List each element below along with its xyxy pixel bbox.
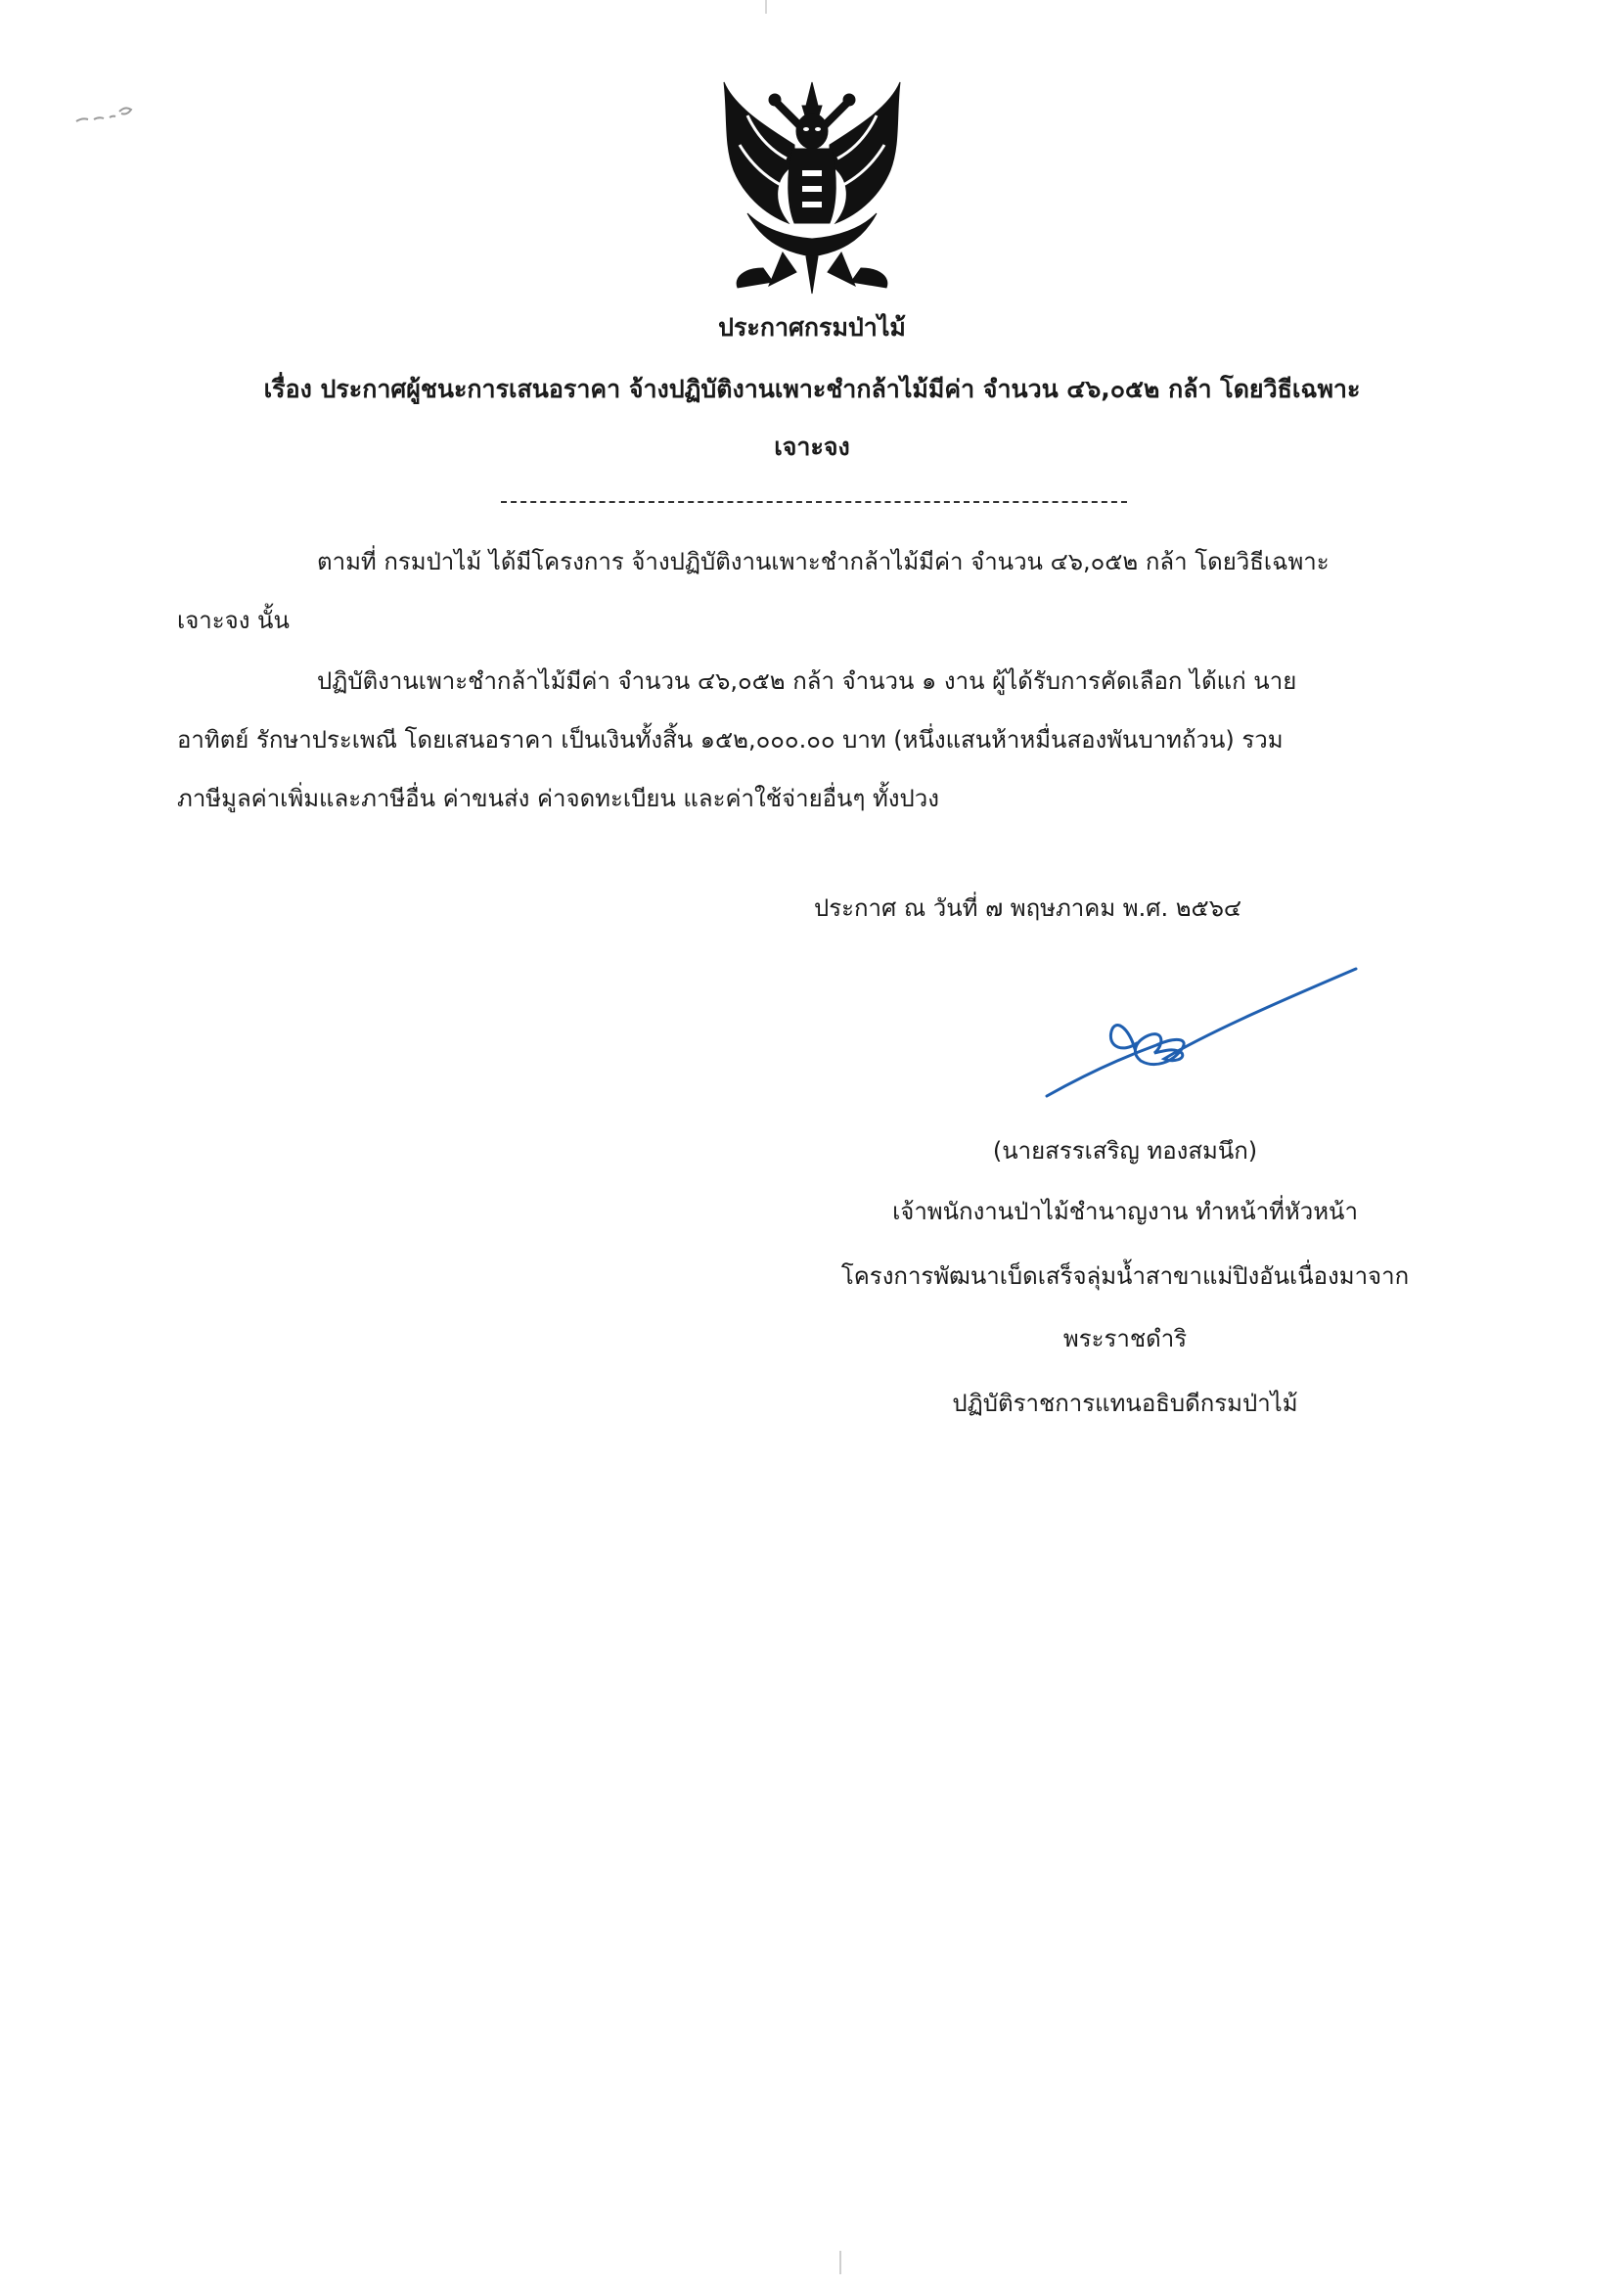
- announcement-subject-line-1: เรื่อง ประกาศผู้ชนะการเสนอราคา จ้างปฏิบัติงานเพาะชำกล้าไม้มีค่า จำนวน ๔๖,๐๕๒ กล้า โดยวิธีเฉพาะ: [263, 375, 1361, 403]
- handwritten-signature: [1017, 959, 1370, 1106]
- body-paragraph-1-line-2: เจาะจง นั้น: [177, 607, 290, 634]
- announcement-subject-line-2: เจาะจง: [774, 433, 850, 461]
- announcement-date: ประกาศ ณ วันที่ ๗ พฤษภาคม พ.ศ. ๒๕๖๔: [814, 894, 1242, 922]
- body-paragraph-2-line-1: ปฏิบัติงานเพาะชำกล้าไม้มีค่า จำนวน ๔๖,๐๕๒ กล้า จำนวน ๑ งาน ผู้ได้รับการคัดเลือก ได้แก่ นาย: [317, 667, 1297, 695]
- scan-mark: [765, 0, 767, 14]
- title-divider: [501, 501, 1127, 503]
- stray-pencil-mark: [70, 96, 178, 135]
- body-paragraph-2-line-3: ภาษีมูลค่าเพิ่มและภาษีอื่น ค่าขนส่ง ค่าจดทะเบียน และค่าใช้จ่ายอื่นๆ ทั้งปวง: [177, 785, 939, 812]
- body-paragraph-2-line-2: อาทิตย์ รักษาประเพณี โดยเสนอราคา เป็นเงินทั้งสิ้น ๑๕๒,๐๐๐.๐๐ บาท (หนึ่งแสนห้าหมื่นสองพันบาทถ้วน) รวม: [177, 726, 1284, 754]
- signatory-position-line-4: ปฏิบัติราชการแทนอธิบดีกรมป่าไม้: [952, 1390, 1298, 1417]
- garuda-emblem-icon: [704, 76, 920, 297]
- signatory-position-line-1: เจ้าพนักงานป่าไม้ชำนาญงาน ทำหน้าที่หัวหน้า: [892, 1198, 1358, 1225]
- signatory-position-line-2: โครงการพัฒนาเบ็ดเสร็จลุ่มน้ำสาขาแม่ปิงอันเนื่องมาจาก: [840, 1262, 1410, 1290]
- signatory-position-line-3: พระราชดำริ: [1062, 1325, 1188, 1352]
- signatory-name: (นายสรรเสริญ ทองสมนึก): [992, 1137, 1258, 1165]
- scan-mark-bottom: [839, 2251, 841, 2274]
- body-paragraph-1-line-1: ตามที่ กรมป่าไม้ ได้มีโครงการ จ้างปฏิบัติงานเพาะชำกล้าไม้มีค่า จำนวน ๔๖,๐๕๒ กล้า โดยวิธีเฉพาะ: [317, 548, 1330, 575]
- announcement-title: ประกาศกรมป่าไม้: [718, 313, 906, 342]
